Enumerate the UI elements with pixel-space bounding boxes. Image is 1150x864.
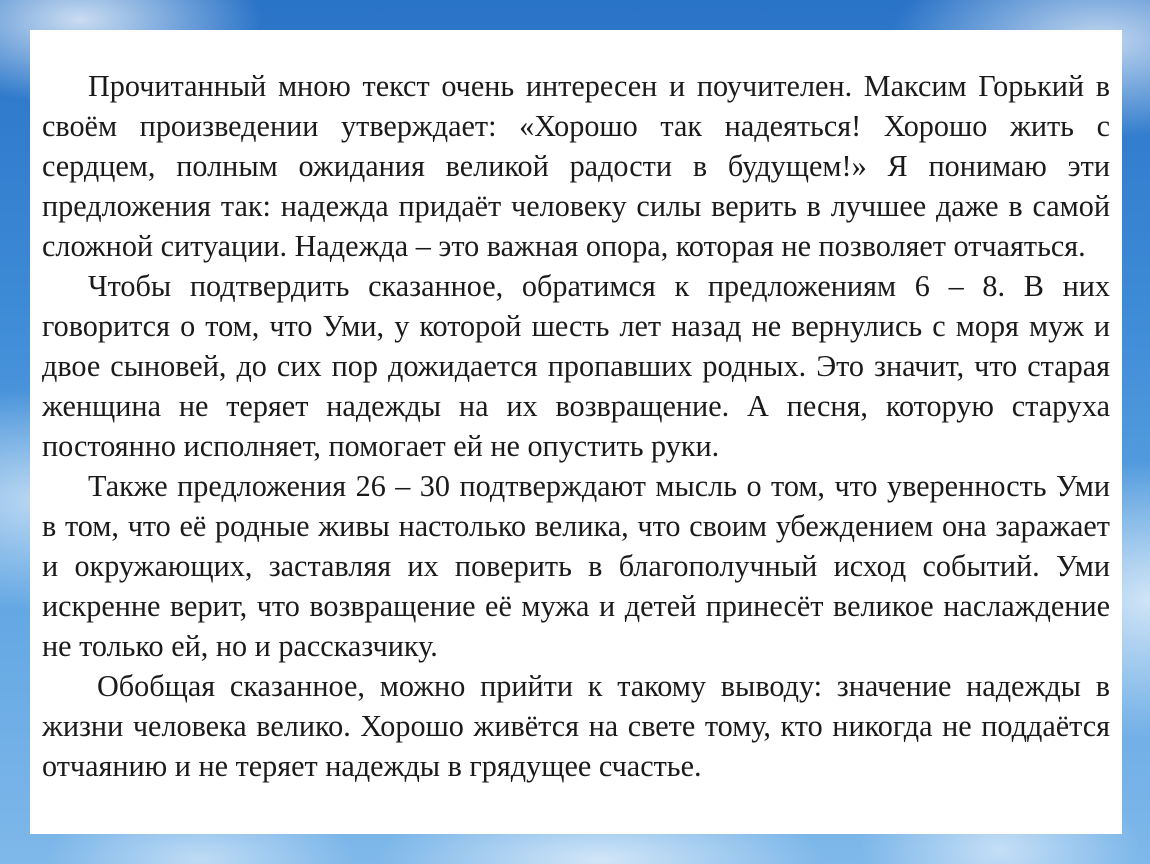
paragraph-4: Обобщая сказанное, можно прийти к такому выводу: значение надежды в жизни человека велико. Хорошо живётся на свете тому, кто никогда не поддаётся отчаянию и не теряет надежды в грядущее счастье.: [42, 669, 1110, 783]
paragraph-1: Прочитанный мною текст очень интересен и поучителен. Максим Горький в своём произведении утверждает: «Хорошо так надеяться! Хорошо жить с сердцем, полным ожидания великой радости в будущем!» Я понимаю эти предложения так: надежда придаёт человеку силы верить в лучшее даже в самой сложной ситуации. Надежда – это важная опора, которая не позволяет отчаяться.: [42, 69, 1110, 263]
paragraph-2: Чтобы подтвердить сказанное, обратимся к предложениям 6 – 8. В них говорится о том, что Уми, у которой шесть лет назад не вернулись с моря муж и двое сыновей, до сих пор дожидается пропавших родных. Это значит, что старая женщина не теряет надежды на их возвращение. А песня, которую старуха постоянно исполняет, помогает ей не опустить руки.: [42, 269, 1110, 463]
text-panel: [30, 30, 1122, 834]
paragraph-3: Также предложения 26 – 30 подтверждают мысль о том, что уверенность Уми в том, что её родные живы настолько велика, что своим убеждением она заражает и окружающих, заставляя их поверить в благополучный исход событий. Уми искренне верит, что возвращение её мужа и детей принесёт великое наслаждение не только ей, но и рассказчику.: [42, 469, 1110, 663]
essay-text: [42, 66, 1110, 786]
